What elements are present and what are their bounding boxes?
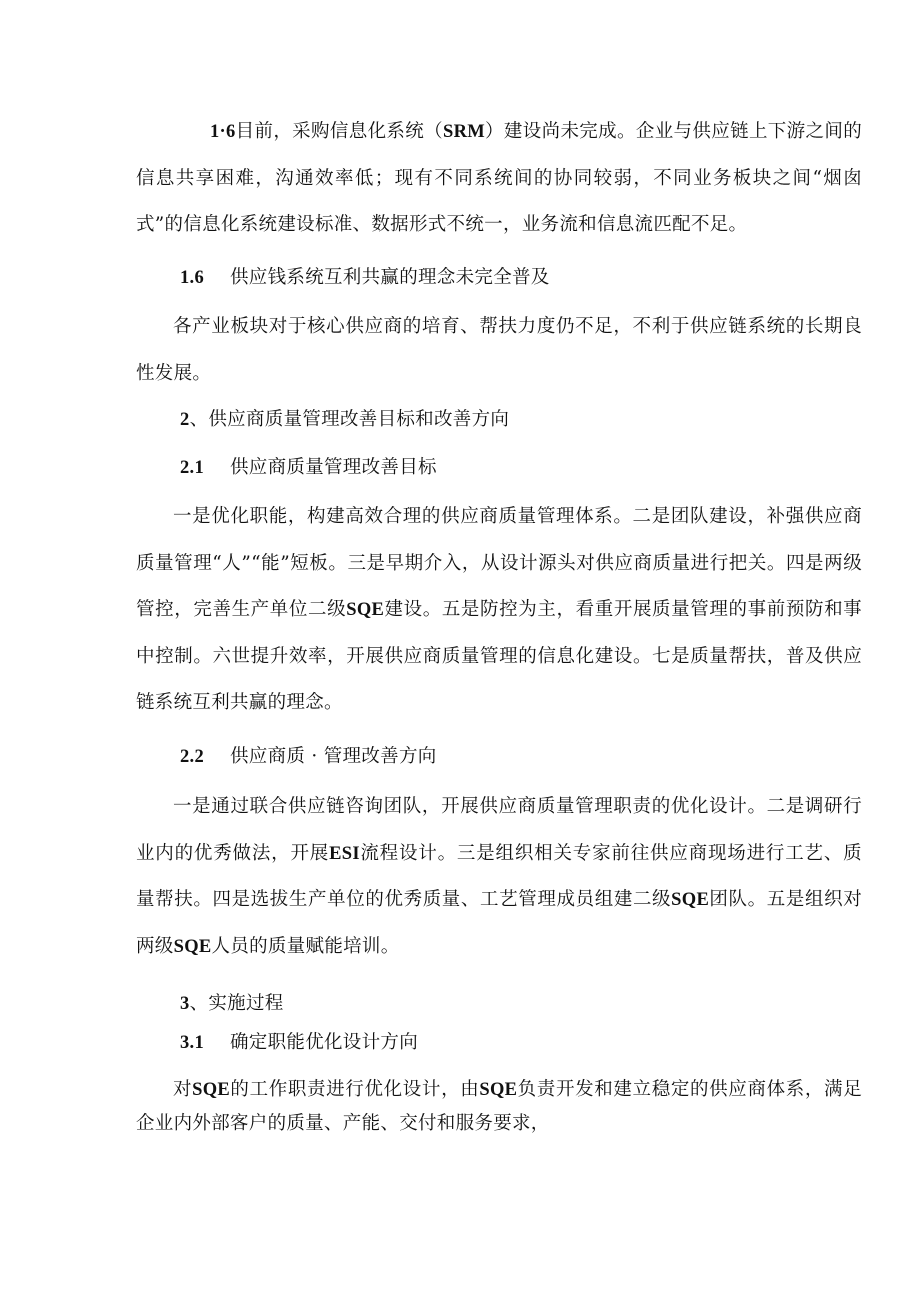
heading-1-6 xyxy=(180,260,860,296)
heading-2-1 xyxy=(180,450,860,486)
abbreviation: SRM xyxy=(442,122,485,142)
heading-3 xyxy=(180,986,860,1022)
section-number: 2 xyxy=(180,410,190,430)
heading-text: 确定职能优化设计方向 xyxy=(230,1032,419,1053)
heading-2 xyxy=(180,402,860,438)
abbreviation: SQE xyxy=(479,1080,518,1100)
paragraph-srm-status xyxy=(136,109,862,249)
paragraph-text: 一是优化职能，构建高效合理的供应商质量管理体系。二是团队建设，补强供应商质量管理“人”“能”短板。三是早期介入，从设计源头对供应商质量进行把关。四是两级管控，完善生产单位二级 xyxy=(136,506,862,620)
heading-text: 供应钱系统互利共赢的理念未完全普及 xyxy=(230,267,550,288)
paragraph-text: 建设。五是防控为主，看重开展质量管理的事前预防和事中控制。六世提升效率，开展供应商质量管理的信息化建设。七是质量帮扶，普及供应链系统互利共赢的理念。 xyxy=(136,599,862,713)
section-number: 2.1 xyxy=(180,458,205,478)
abbreviation: SQE xyxy=(192,1080,231,1100)
paragraph-text: 负责开发和建立稳定的供应商体系，满足企业内外部客户的质量、产能、交付和服务要求， xyxy=(136,1079,862,1134)
abbreviation: SQE xyxy=(346,600,385,620)
heading-2-2 xyxy=(180,739,860,775)
paragraph-text: 一是通过联合供应链咨询团队，开展供应商质量管理职责的优化设计。二是调研行业内的优秀做法，开展 xyxy=(136,796,862,864)
paragraph-text: 人员的质量赋能培训。 xyxy=(211,935,400,957)
heading-text: 供应商质量管理改善目标 xyxy=(230,457,437,478)
heading-3-1 xyxy=(180,1025,860,1061)
paragraph-supplier-support xyxy=(136,304,862,397)
heading-text: 、供应商质量管理改善目标和改善方向 xyxy=(189,409,510,430)
paragraph-text: 流程设计。三是组织相关专家前往供应商现场进行工艺、质量帮扶。四是选拔生产单位的优秀质量、工艺管理成员组建二级 xyxy=(136,842,862,910)
paragraph-improvement-direction xyxy=(136,784,862,970)
heading-text: 、实施过程 xyxy=(189,993,284,1014)
paragraph-text: 对 xyxy=(173,1079,193,1100)
abbreviation: SQE xyxy=(671,890,710,910)
paragraph-text: 的工作职责进行优化设计，由 xyxy=(230,1079,480,1100)
section-number: 3 xyxy=(180,994,190,1014)
paragraph-text: ）建设尚未完成。企业与供应链上下游之间的信息共享困难，沟通效率低；现有不同系统间的协同较弱，不同业务板块之间“烟囱式”的信息化系统建设标准、数据形式不统一，业务流和信息流匹配不足。 xyxy=(136,121,862,235)
paragraph-text: 团队。五是组织对两级 xyxy=(136,889,862,957)
paragraph-text: 各产业板块对于核心供应商的培育、帮扶力度仍不足，不利于供应链系统的长期良性发展。 xyxy=(136,316,862,384)
heading-text: 供应商质 · 管理改善方向 xyxy=(230,746,437,767)
abbreviation: ESI xyxy=(329,843,360,864)
section-number: 2.2 xyxy=(180,747,205,767)
paragraph-improvement-goals xyxy=(136,494,862,727)
section-number: 3.1 xyxy=(180,1033,205,1053)
section-number: 1·6 xyxy=(210,122,236,142)
section-number: 1.6 xyxy=(180,268,205,288)
abbreviation: SQE xyxy=(173,936,212,957)
paragraph-text: 目前，采购信息化系统（ xyxy=(235,121,443,142)
paragraph-sqe-duties xyxy=(136,1073,862,1141)
